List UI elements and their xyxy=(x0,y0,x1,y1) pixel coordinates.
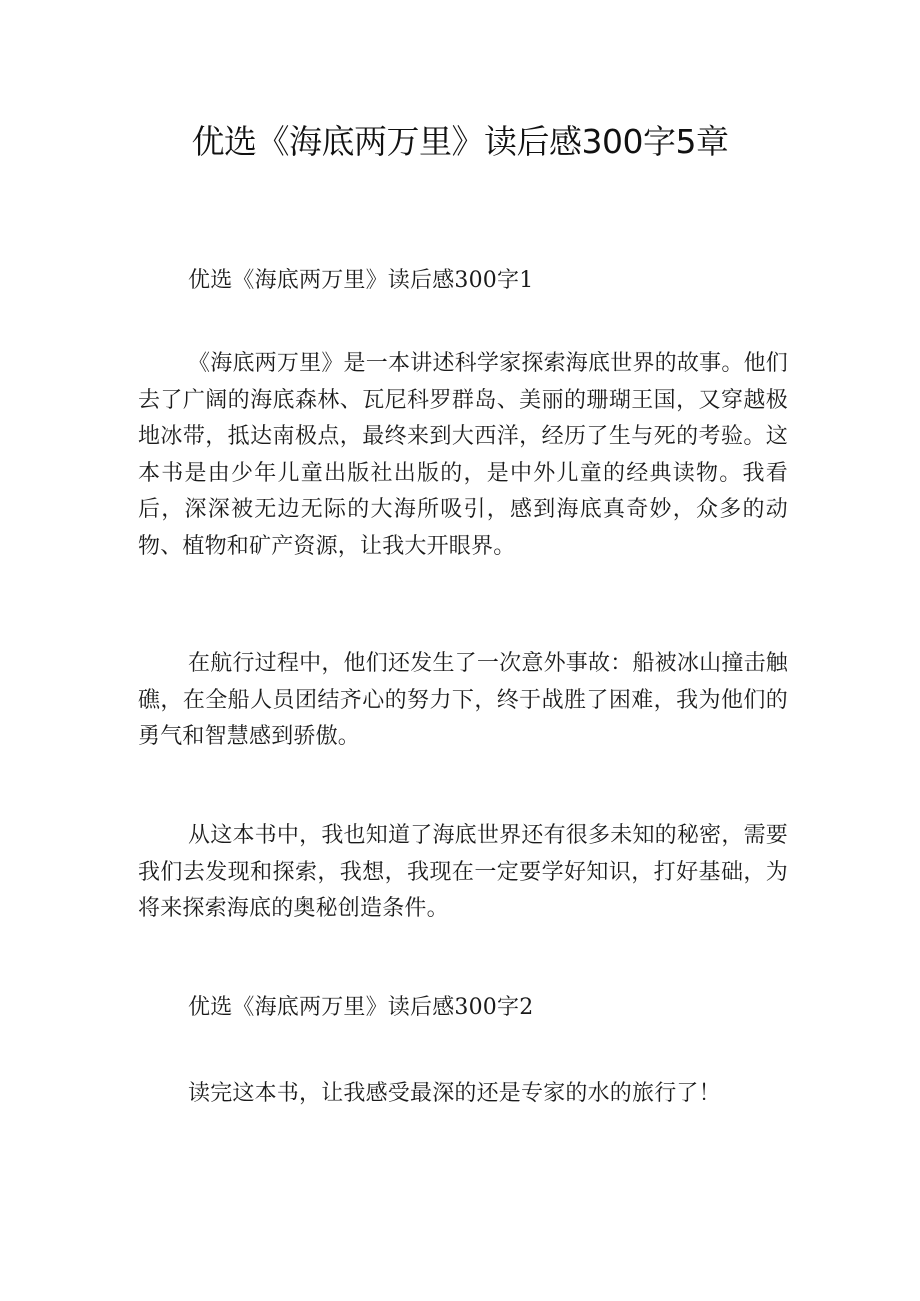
section-heading-2: 优选《海底两万里》读后感300字2 xyxy=(188,995,534,1020)
section-1-paragraph-1: 《海底两万里》是一本讲述科学家探索海底世界的故事。他们去了广阔的海底森林、瓦尼科罗群岛、美丽的珊瑚王国，又穿越极地冰带，抵达南极点，最终来到大西洋，经历了生与死的考验。这本书是由少年儿童出版社出版的，是中外儿童的经典读物。我看后，深深被无边无际的大海所吸引，感到海底真奇妙，众多的动物、植物和矿产资源，让我大开眼界。 xyxy=(138,351,788,559)
section-heading-1: 优选《海底两万里》读后感300字1 xyxy=(188,268,534,293)
document-title: 优选《海底两万里》读后感300字5章 xyxy=(191,122,729,161)
section-1-paragraph-3: 从这本书中，我也知道了海底世界还有很多未知的秘密，需要我们去发现和探索，我想，我现在一定要学好知识，打好基础，为将来探索海底的奥秘创造条件。 xyxy=(138,823,788,921)
section-2-paragraph-1: 读完这本书，让我感受最深的还是专家的水的旅行了！ xyxy=(188,1081,721,1106)
section-1-paragraph-2: 在航行过程中，他们还发生了一次意外事故：船被冰山撞击触礁，在全船人员团结齐心的努力下，终于战胜了困难，我为他们的勇气和智慧感到骄傲。 xyxy=(138,651,788,749)
